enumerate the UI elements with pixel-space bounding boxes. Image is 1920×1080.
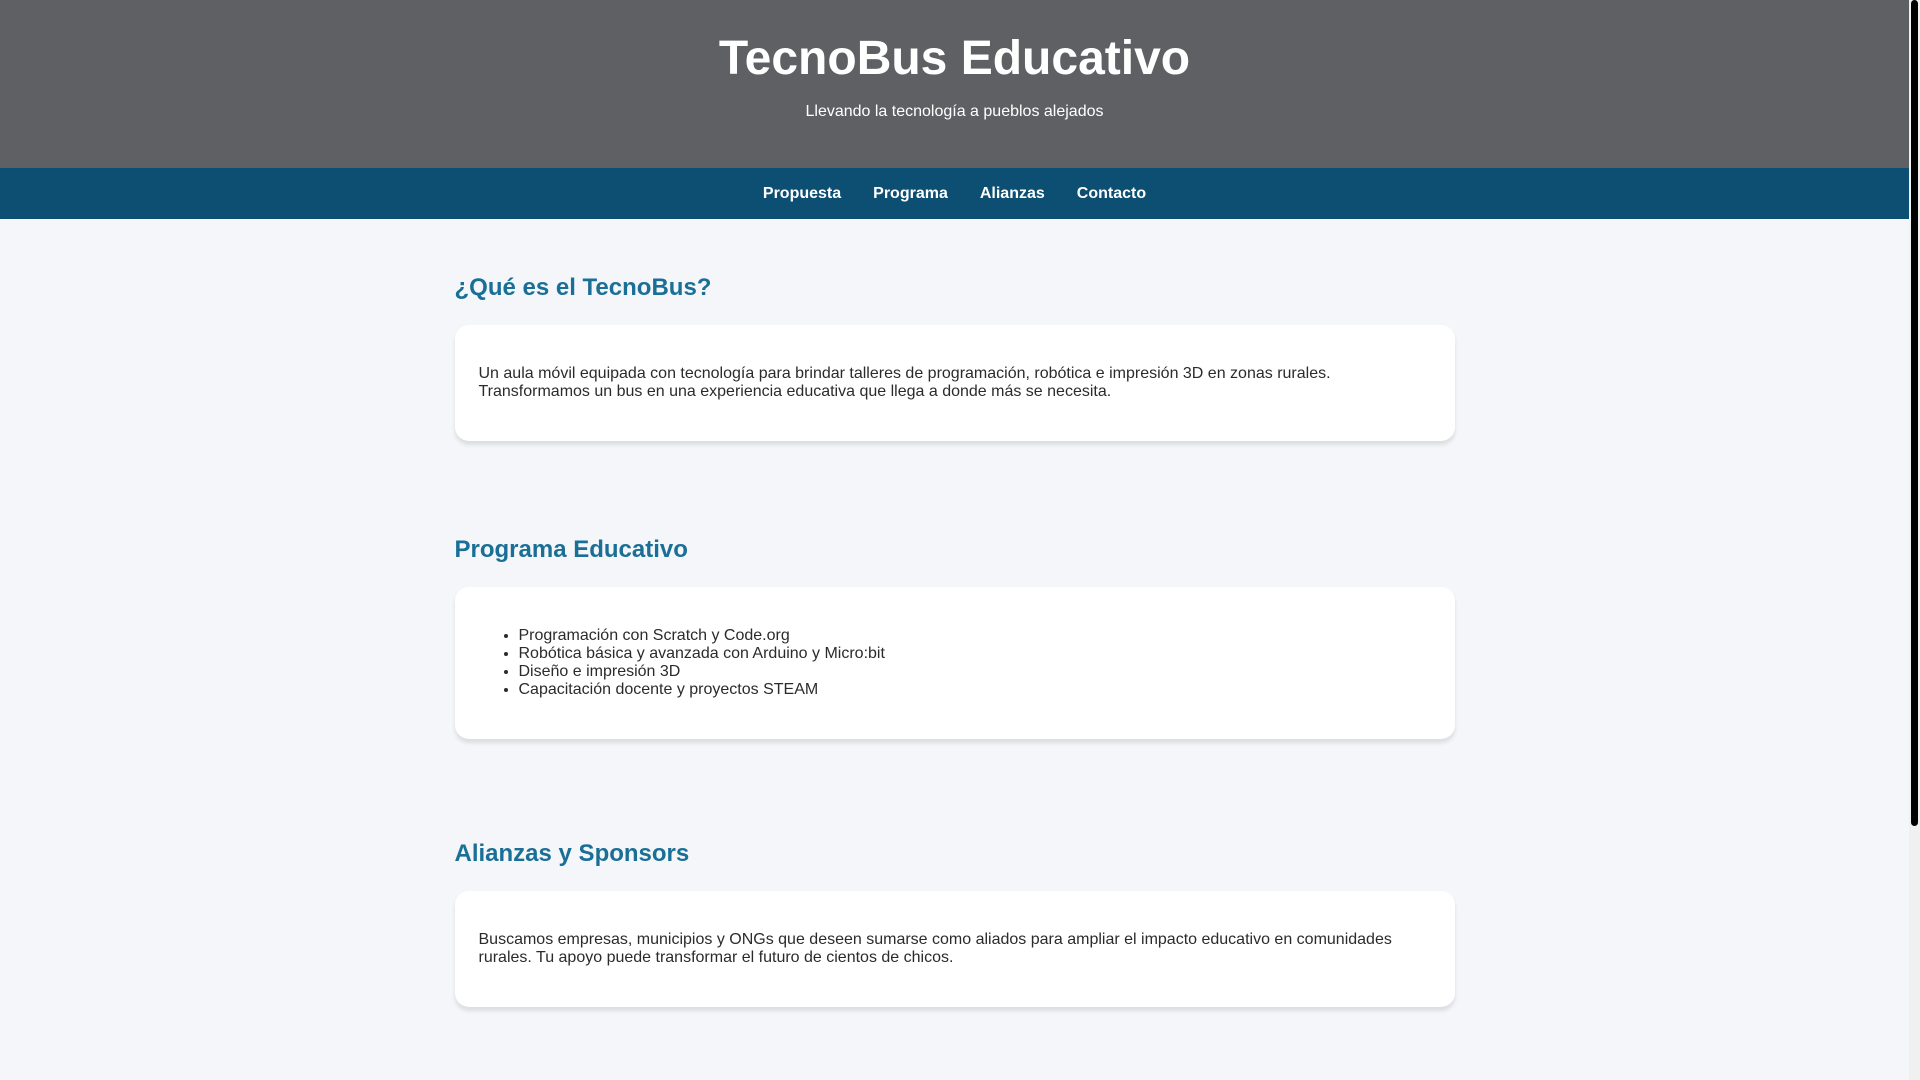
main-content <box>455 219 1455 1007</box>
section-alliances <box>455 839 1455 1007</box>
section-about <box>455 273 1455 441</box>
program-list-item: • Diseño e impresión 3D <box>519 663 1431 681</box>
section-about-card <box>455 325 1455 441</box>
section-alliances-title: Alianzas y Sponsors <box>454 840 690 867</box>
section-program <box>455 535 1455 739</box>
section-alliances-text: Buscamos empresas, municipios y ONGs que deseen sumarse como aliados para ampliar el impacto educativo en comunidades rurales. Tu apoyo puede transformar el futuro de cientos de chicos. <box>478 931 1392 966</box>
vertical-scrollbar[interactable] <box>1909 0 1920 1080</box>
nav-link-propuesta[interactable]: Propuesta <box>762 184 842 202</box>
section-about-text: Un aula móvil equipada con tecnología para brindar talleres de programación, robótica e impresión 3D en zonas rurales. Transformamos un bus en una experiencia educativa que llega a donde más se necesita. <box>478 365 1331 400</box>
page-title: TecnoBus Educativo <box>718 32 1191 85</box>
main-nav <box>0 168 1909 219</box>
program-list <box>479 627 1431 699</box>
scrollbar-thumb[interactable] <box>1911 0 1918 826</box>
program-list-item: • Robótica básica y avanzada con Arduino y Micro:bit <box>519 645 1431 663</box>
hero-header <box>0 0 1909 168</box>
page-subtitle: Llevando la tecnología a pueblos alejados <box>805 103 1104 120</box>
program-list-item: • Capacitación docente y proyectos STEAM <box>519 681 1431 699</box>
nav-link-programa[interactable]: Programa <box>873 184 948 202</box>
section-program-title: Programa Educativo <box>454 536 688 563</box>
section-spacer <box>455 739 1455 839</box>
section-alliances-card <box>455 891 1455 1007</box>
program-list-item: • Programación con Scratch y Code.org <box>519 627 1431 645</box>
section-program-card <box>455 587 1455 739</box>
nav-link-contacto[interactable]: Contacto <box>1076 184 1147 202</box>
section-about-title: ¿Qué es el TecnoBus? <box>454 274 712 301</box>
section-spacer <box>455 441 1455 535</box>
nav-link-alianzas[interactable]: Alianzas <box>979 184 1045 202</box>
